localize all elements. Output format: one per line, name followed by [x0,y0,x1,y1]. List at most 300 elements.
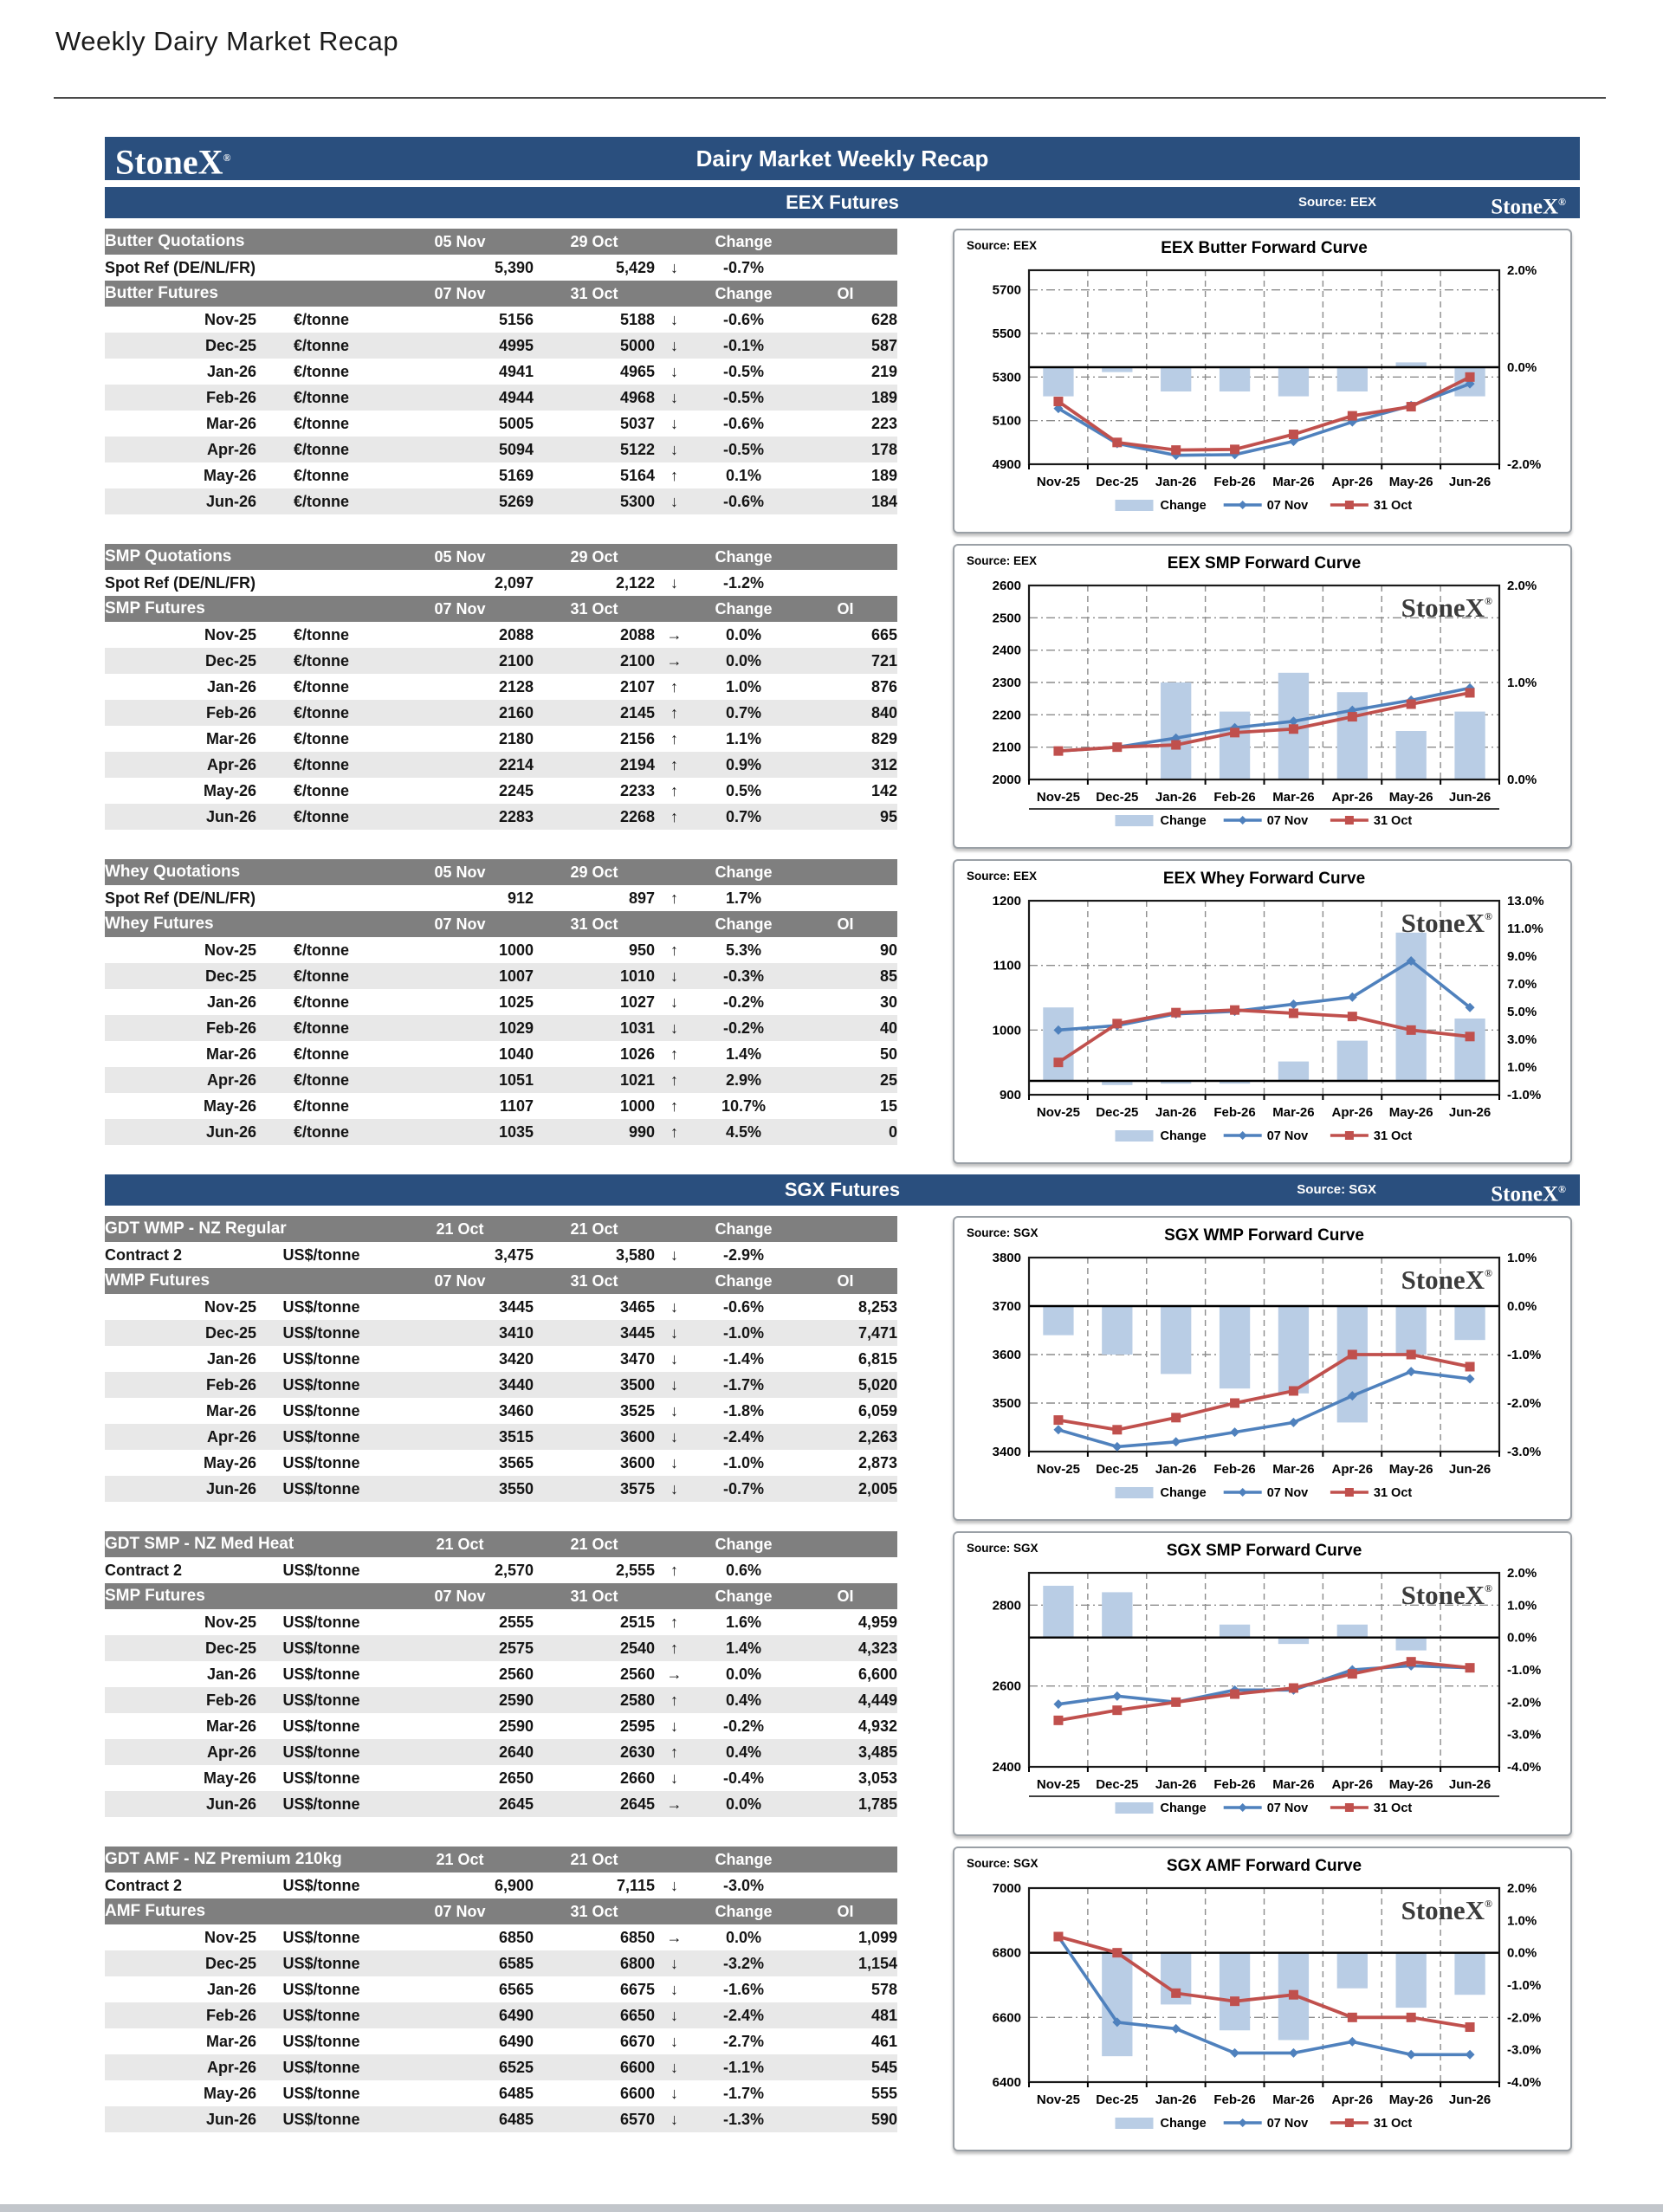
svg-text:Nov-25: Nov-25 [1036,2092,1080,2107]
svg-text:Mar-26: Mar-26 [1272,475,1315,489]
svg-text:Apr-26: Apr-26 [1331,475,1374,489]
open-interest: 6,815 [857,1349,897,1368]
open-interest: 481 [793,2002,897,2028]
value-old: 3600 [534,1424,655,1450]
table-row [105,989,897,1015]
quotes-col-date-2: 21 Oct [534,1216,655,1242]
quotes-title: Whey Quotations [105,859,386,885]
open-interest: 721 [793,648,897,674]
contract-month: Feb-26 [105,1015,256,1041]
svg-text:Mar-26: Mar-26 [1272,1462,1315,1477]
contract-month: Jun-26 [105,488,256,514]
futures-col-date-1: 07 Nov [386,1583,534,1609]
down-arrow-icon: ↓ [670,362,678,380]
stonex-watermark: StoneX® [1401,592,1492,623]
open-interest: 85 [793,963,897,989]
svg-text:Jan-26: Jan-26 [1155,475,1197,489]
contract-unit: €/tonne [293,362,349,380]
contract-month: Apr-26 [105,2054,256,2080]
value-old: 6675 [619,1980,656,1998]
value-new: 2283 [386,804,534,830]
value-old: 6850 [619,1928,656,1946]
table-row [105,1294,897,1320]
quotes-col-date-2: 21 Oct [534,1847,655,1872]
down-arrow-icon: ↓ [670,1349,678,1368]
block-row [105,1216,1580,1521]
svg-text:Mar-26: Mar-26 [1272,1777,1315,1792]
futures-header-row [105,1583,897,1609]
chart-eex-smp [958,547,1563,845]
contract-unit: US$/tonne [282,1349,360,1368]
contract-unit: US$/tonne [256,1424,386,1450]
svg-text:2.0%: 2.0% [1507,263,1537,278]
futures-header-row [105,1268,897,1294]
chart-panel-eex-butter [953,229,1572,534]
svg-text:Change: Change [1160,814,1207,828]
spot-change: -0.7% [722,258,765,276]
down-arrow-icon: ↓ [670,1769,679,1787]
svg-text:13.0%: 13.0% [1507,894,1544,909]
value-old: 2560 [619,1665,656,1683]
chart-panel-sgx-wmp [953,1216,1572,1521]
down-arrow-icon: ↓ [655,1320,694,1346]
svg-text:-2.0%: -2.0% [1507,1396,1542,1411]
contract-month: Dec-25 [105,1320,256,1346]
change-pct: 1.0% [726,677,762,695]
change-pct: -0.6% [722,310,765,328]
svg-text:Feb-26: Feb-26 [1213,1777,1256,1792]
open-interest: 876 [870,677,898,695]
down-arrow-icon: ↓ [655,333,694,359]
up-arrow-icon: ↑ [655,700,694,726]
value-new: 1040 [498,1045,534,1063]
svg-text:SGX AMF Forward Curve: SGX AMF Forward Curve [1166,1857,1362,1875]
open-interest: 184 [793,488,897,514]
futures-title: AMF Futures [105,1898,386,1924]
table-row [105,1976,897,2002]
futures-col-change: Change [694,1583,793,1609]
futures-col-date-2: 31 Oct [534,1268,655,1294]
svg-text:1000: 1000 [992,1023,1021,1038]
contract-unit: €/tonne [293,466,349,484]
spot-change: 0.6% [726,1561,762,1579]
value-old: 2660 [619,1769,656,1787]
futures-col-oi: OI [793,911,897,937]
svg-text:07 Nov: 07 Nov [1266,1486,1309,1500]
spot-unit [256,885,386,911]
contract-unit: US$/tonne [282,1613,360,1631]
contract-month: Apr-26 [105,437,256,462]
open-interest: 219 [870,362,897,380]
contract-month: Jun-26 [105,804,256,830]
tables-column [105,1531,897,1817]
svg-text:Change: Change [1160,499,1207,513]
svg-text:0.0%: 0.0% [1507,360,1537,375]
contract-month: Jan-26 [206,1980,256,1998]
block-row [105,1531,1580,1836]
table-row [105,385,897,411]
quotes-header-row [105,544,897,570]
spot-unit: US$/tonne [282,1876,360,1894]
value-new: 1007 [386,963,534,989]
spot-row [105,255,897,281]
svg-text:EEX SMP Forward Curve: EEX SMP Forward Curve [1167,554,1362,572]
sections-container [105,187,1580,2151]
contract-month: Mar-26 [205,414,256,432]
quotes-col-date-2: 29 Oct [534,859,655,885]
up-arrow-icon: ↑ [670,1096,679,1115]
quotes-col-date-2: 29 Oct [534,229,655,255]
open-interest: 4,449 [793,1687,897,1713]
contract-month: Feb-26 [105,1687,256,1713]
right-arrow-icon: → [655,648,694,674]
section-banner-source: Source: EEX [1297,195,1376,210]
spot-value-new: 3,475 [494,1245,534,1264]
spot-label: Spot Ref (DE/NL/FR) [105,573,256,592]
value-new: 2088 [498,625,534,644]
open-interest: 178 [793,437,897,462]
change-pct: -0.6% [694,488,793,514]
table-row [105,2080,897,2106]
quotes-col-date-1: 05 Nov [386,544,534,570]
section-banner-title: EEX Futures [786,191,899,213]
value-old: 2156 [619,729,656,747]
futures-col-change: Change [694,281,793,307]
value-old: 990 [534,1119,655,1145]
svg-text:07 Nov: 07 Nov [1266,1801,1309,1815]
down-arrow-icon: ↓ [670,414,678,432]
change-pct: 0.5% [726,781,762,799]
stonex-logo: StoneX® [1491,195,1566,219]
quotes-header-row [105,1216,897,1242]
change-pct: 10.7% [721,1096,767,1115]
up-arrow-icon: ↑ [670,781,679,799]
change-pct: -0.6% [722,1297,765,1316]
contract-month: Apr-26 [105,1067,256,1093]
open-interest: 829 [870,729,898,747]
spot-value-old: 2,122 [615,573,656,592]
up-arrow-icon: ↑ [655,1067,694,1093]
svg-text:Apr-26: Apr-26 [1331,2092,1374,2107]
value-old: 3575 [534,1476,655,1502]
contract-month: Dec-25 [105,963,256,989]
svg-text:2600: 2600 [992,579,1021,593]
up-arrow-icon: ↑ [670,729,679,747]
value-old: 2100 [534,648,655,674]
chart-sgx-wmp [958,1219,1563,1517]
chart-sgx-smp [958,1535,1563,1833]
value-old: 1027 [619,993,656,1011]
svg-text:5.0%: 5.0% [1507,1005,1537,1019]
up-arrow-icon: ↑ [655,1635,694,1661]
contract-month: Nov-25 [204,625,256,644]
svg-text:3600: 3600 [992,1348,1021,1362]
table-row [105,462,897,488]
svg-text:-2.0%: -2.0% [1507,2010,1542,2026]
spot-label: Spot Ref (DE/NL/FR) [105,889,256,907]
registered-mark-icon: ® [1558,196,1566,208]
svg-text:5100: 5100 [992,413,1021,429]
down-arrow-icon: ↓ [670,1980,679,1998]
chart-panel-sgx-smp [953,1531,1572,1836]
futures-col-change: Change [694,1268,793,1294]
futures-col-date-2: 31 Oct [534,1898,655,1924]
svg-text:Dec-25: Dec-25 [1096,790,1139,805]
value-old: 6570 [534,2106,655,2132]
spot-row [105,1872,897,1898]
svg-text:SGX SMP Forward Curve: SGX SMP Forward Curve [1166,1542,1362,1560]
svg-text:31 Oct: 31 Oct [1373,2117,1413,2131]
contract-month: Nov-25 [204,941,256,959]
contract-unit: €/tonne [256,648,386,674]
futures-col-oi: OI [793,1898,897,1924]
registered-mark-icon: ® [223,152,231,164]
up-arrow-icon: ↑ [670,1613,679,1631]
quotes-col-change: Change [694,229,793,255]
table-row [105,804,897,830]
contract-month: Nov-25 [204,310,256,328]
svg-text:9.0%: 9.0% [1507,949,1537,964]
spot-value-old: 7,115 [616,1876,656,1894]
svg-text:Jan-26: Jan-26 [1155,1777,1197,1792]
table-row [105,726,897,752]
open-interest: 50 [879,1045,898,1063]
value-new: 6490 [386,2002,534,2028]
svg-text:Jan-26: Jan-26 [1155,1462,1197,1477]
spot-label: Contract 2 [105,1245,183,1264]
svg-text:-4.0%: -4.0% [1507,1760,1542,1775]
chart-panel-eex-whey [953,859,1572,1164]
value-new: 3445 [498,1297,534,1316]
svg-text:6800: 6800 [992,1945,1021,1961]
spot-label: Spot Ref (DE/NL/FR) [105,258,256,276]
down-arrow-icon: ↓ [655,437,694,462]
spot-value-old: 3,580 [615,1245,655,1264]
value-new: 1107 [499,1096,534,1115]
up-arrow-icon: ↑ [670,1561,679,1579]
svg-text:07 Nov: 07 Nov [1266,814,1309,828]
table-row [105,2054,897,2080]
table-row [105,1450,897,1476]
futures-col-oi: OI [793,596,897,622]
svg-text:1.0%: 1.0% [1507,676,1537,690]
value-old: 3600 [619,1453,655,1471]
svg-text:Jun-26: Jun-26 [1448,1777,1492,1792]
table-row [105,1320,897,1346]
change-pct: -0.4% [723,1769,765,1787]
svg-text:31 Oct: 31 Oct [1373,1486,1413,1500]
down-arrow-icon: ↓ [655,1372,694,1398]
quotes-col-change: Change [694,1531,793,1557]
svg-text:EEX Whey Forward Curve: EEX Whey Forward Curve [1162,870,1366,888]
svg-text:3.0%: 3.0% [1507,1032,1537,1047]
contract-month: Jan-26 [206,1665,256,1683]
open-interest: 8,253 [857,1297,897,1316]
contract-month: Dec-25 [105,1635,256,1661]
block-row [105,859,1580,1164]
value-new: 2160 [386,700,534,726]
change-pct: 1.6% [726,1613,762,1631]
spot-row [105,570,897,596]
table-row [105,1424,897,1450]
contract-month: Jan-26 [206,1349,256,1368]
value-old: 2088 [619,625,656,644]
table-row [105,1635,897,1661]
open-interest: 15 [879,1096,898,1115]
svg-text:Feb-26: Feb-26 [1213,1105,1256,1120]
open-interest: 3,053 [857,1769,898,1787]
value-new: 2645 [386,1791,534,1817]
contract-month: Nov-25 [204,1297,256,1316]
svg-text:2000: 2000 [992,773,1021,787]
up-arrow-icon: ↑ [655,1687,694,1713]
change-pct: -1.0% [722,1453,765,1471]
value-new: 6565 [498,1980,534,1998]
spot-change: -1.2% [723,573,765,592]
value-old: 5000 [534,333,655,359]
open-interest: 189 [870,466,897,484]
window-bottom-edge [0,2204,1663,2212]
down-arrow-icon: ↓ [670,258,678,276]
svg-text:Apr-26: Apr-26 [1331,1462,1374,1477]
quotes-col-date-1: 05 Nov [386,229,534,255]
contract-unit: US$/tonne [256,2002,386,2028]
change-pct: -3.2% [694,1950,793,1976]
spot-value-new: 912 [507,889,534,907]
spot-row [105,885,897,911]
open-interest: 0 [793,1119,897,1145]
quotes-header-row [105,1531,897,1557]
contract-unit: €/tonne [294,729,350,747]
change-pct: -1.7% [723,2084,765,2102]
svg-text:3700: 3700 [992,1299,1021,1314]
right-arrow-icon: → [655,1791,694,1817]
value-old: 2645 [534,1791,655,1817]
open-interest: 40 [793,1015,897,1041]
change-pct: 0.4% [694,1739,793,1765]
svg-text:6400: 6400 [992,2075,1021,2090]
contract-month: May-26 [203,1769,256,1787]
contract-unit: €/tonne [294,1045,350,1063]
value-old: 1021 [534,1067,655,1093]
svg-text:-3.0%: -3.0% [1507,2042,1542,2058]
change-pct: 0.0% [726,625,762,644]
svg-text:2.0%: 2.0% [1507,1881,1537,1896]
contract-unit: US$/tonne [256,1739,386,1765]
futures-col-date-1: 07 Nov [386,1898,534,1924]
change-pct: 2.9% [694,1067,793,1093]
quotes-col-change: Change [694,859,793,885]
spot-value-new: 2,570 [494,1561,534,1579]
change-pct: -1.3% [694,2106,793,2132]
change-pct: -0.5% [722,362,765,380]
svg-text:31 Oct: 31 Oct [1373,499,1413,513]
contract-unit: €/tonne [294,1096,350,1115]
open-interest: 2,873 [857,1453,897,1471]
svg-text:0.0%: 0.0% [1507,1630,1537,1646]
tables-column [105,859,897,1145]
change-pct: -0.6% [722,414,765,432]
svg-text:31 Oct: 31 Oct [1373,814,1413,828]
quotes-col-date-1: 21 Oct [386,1847,534,1872]
contract-month: May-26 [203,466,256,484]
svg-text:2300: 2300 [992,676,1021,690]
quotes-and-futures-table [105,229,897,514]
section-banner-sgx [105,1174,1580,1206]
up-arrow-icon: ↑ [655,1119,694,1145]
contract-month: Mar-26 [205,1401,256,1420]
quotes-col-date-1: 05 Nov [386,859,534,885]
open-interest: 25 [793,1067,897,1093]
svg-text:2400: 2400 [992,643,1021,658]
value-new: 2560 [498,1665,534,1683]
svg-text:Source: EEX: Source: EEX [967,870,1038,883]
contract-month: Jun-26 [105,2106,256,2132]
spot-value-old: 2,555 [615,1561,656,1579]
svg-text:Change: Change [1160,2117,1207,2131]
value-old: 2268 [534,804,655,830]
quotes-col-date-1: 21 Oct [386,1531,534,1557]
contract-unit: €/tonne [256,1119,386,1145]
value-old: 1031 [534,1015,655,1041]
futures-col-date-1: 07 Nov [386,281,534,307]
quotes-and-futures-table [105,1847,897,2132]
change-pct: 0.0% [694,1791,793,1817]
spot-value-new: 2,097 [494,573,534,592]
contract-unit: €/tonne [294,677,350,695]
contract-unit: €/tonne [293,414,349,432]
quotes-title: Butter Quotations [105,229,386,255]
change-pct: 0.0% [694,648,793,674]
value-old: 5300 [534,488,655,514]
value-new: 1051 [386,1067,534,1093]
change-pct: -2.4% [694,1424,793,1450]
title-divider [54,97,1606,99]
table-row [105,1372,897,1398]
svg-text:-4.0%: -4.0% [1507,2075,1542,2090]
change-pct: -0.2% [694,1015,793,1041]
down-arrow-icon: ↓ [670,1717,679,1735]
contract-unit: €/tonne [256,752,386,778]
svg-text:3400: 3400 [992,1445,1021,1459]
spot-value-old: 5,429 [615,258,655,276]
futures-title: WMP Futures [105,1268,386,1294]
svg-text:Mar-26: Mar-26 [1272,790,1315,805]
tables-column [105,229,897,514]
open-interest: 578 [870,1980,898,1998]
value-new: 4941 [498,362,534,380]
svg-text:Apr-26: Apr-26 [1331,1777,1374,1792]
value-new: 6490 [498,2032,534,2050]
value-new: 5169 [498,466,534,484]
svg-text:6600: 6600 [992,2010,1021,2026]
value-new: 2640 [386,1739,534,1765]
svg-text:-3.0%: -3.0% [1507,1727,1542,1743]
open-interest: 7,471 [793,1320,897,1346]
svg-text:07 Nov: 07 Nov [1266,2117,1309,2131]
table-row [105,937,897,963]
svg-text:Feb-26: Feb-26 [1213,790,1256,805]
table-row [105,1924,897,1950]
futures-col-change: Change [694,1898,793,1924]
value-new: 2575 [386,1635,534,1661]
table-row [105,488,897,514]
quotes-col-change: Change [694,1216,793,1242]
value-new: 4995 [386,333,534,359]
svg-text:31 Oct: 31 Oct [1373,1129,1413,1143]
svg-text:Source: EEX: Source: EEX [967,239,1038,252]
value-old: 1000 [619,1096,656,1115]
